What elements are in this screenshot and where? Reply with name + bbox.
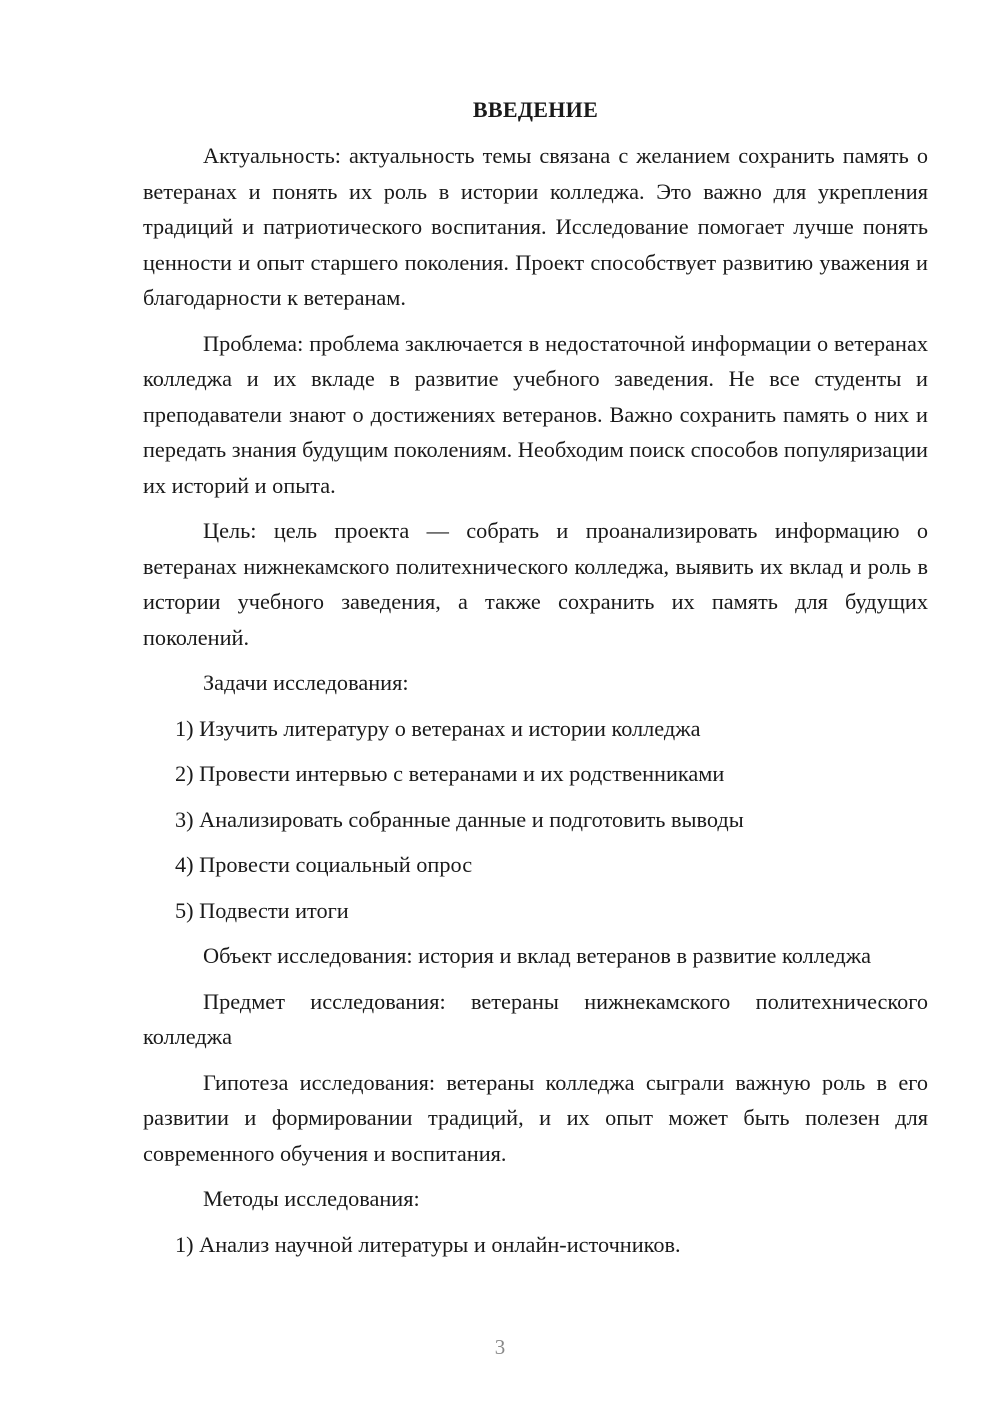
methods-heading: Методы исследования:	[203, 1186, 420, 1211]
task-item: 3) Анализировать собранные данные и подготовить выводы	[175, 806, 744, 832]
tasks-heading: Задачи исследования:	[203, 670, 409, 695]
method-item: 1) Анализ научной литературы и онлайн-источников.	[175, 1231, 681, 1257]
subject-paragraph: Предмет исследования: ветераны нижнекамского политехнического колледжа	[143, 988, 928, 1049]
document-title: ВВЕДЕНИЕ	[472, 97, 599, 122]
problem-paragraph: Проблема: проблема заключается в недостаточной информации о ветеранах колледжа и их вкладе в развитие учебного заведения. Не все студенты и преподаватели знают о достижениях ветеранов. Важно сохранить память о них и передать знания будущим поколениям. Необходим поиск способов популяризации их историй и опыта.	[143, 330, 928, 498]
page-number: 3	[494, 1335, 506, 1359]
relevance-paragraph: Актуальность: актуальность темы связана с желанием сохранить память о ветеранах и понять их роль в истории колледжа. Это важно для укрепления традиций и патриотического воспитания. Исследование помогает лучше понять ценности и опыт старшего поколения. Проект способствует развитию уважения и благодарности к ветеранам.	[143, 143, 928, 310]
task-item: 4) Провести социальный опрос	[175, 852, 473, 877]
task-item: 5) Подвести итоги	[175, 897, 349, 923]
object-paragraph: Объект исследования: история и вклад ветеранов в развитие колледжа	[203, 943, 872, 968]
document-page	[143, 96, 928, 1272]
task-item: 1) Изучить литературу о ветеранах и истории колледжа	[175, 715, 701, 741]
hypothesis-paragraph: Гипотеза исследования: ветераны колледжа сыграли важную роль в его развитии и формировании традиций, и их опыт может быть полезен для современного обучения и воспитания.	[143, 1069, 928, 1166]
task-item: 2) Провести интервью с ветеранами и их родственниками	[175, 761, 725, 786]
goal-paragraph: Цель: цель проекта — собрать и проанализировать информацию о ветеранах нижнекамского политехнического колледжа, выявить их вклад и роль в истории учебного заведения, а также сохранить их память для будущих поколений.	[143, 518, 928, 650]
